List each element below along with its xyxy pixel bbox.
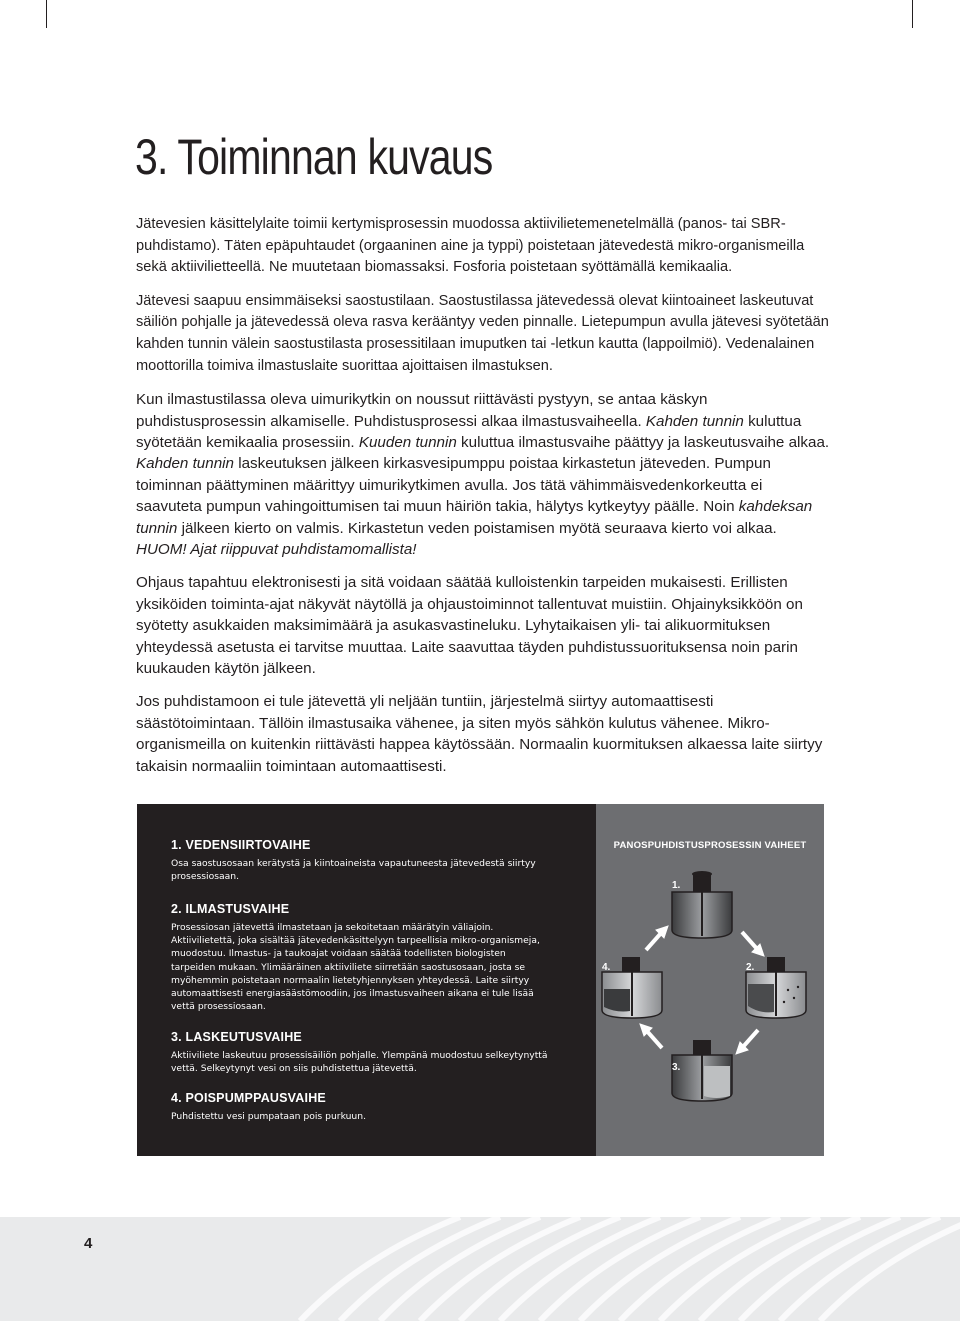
diagram-label-4: 4. xyxy=(602,962,611,973)
tank-icon-2 xyxy=(746,957,806,1018)
text-span: laskeutuksen jälkeen kirkasvesipumppu poistaa kirkastetun jäteveden. Pumpun toiminnan päättyminen määrittyy uimurikytkimen avulla. Jos tätä vähimmäisvedenkorkeutta ei saavuteta pumpun vahingoittumisen tai muun häiriön takia, hälytys kytkeytyy päälle. Noin xyxy=(136,455,771,516)
tank-icon-1 xyxy=(672,871,732,938)
phase-text: Aktiiviliete laskeutuu prosessisäiliön pohjalle. Ylempänä muodostuu selkeytynyttä vettä. Selkeytynyt vesi on siis puhdistettua jätevettä. xyxy=(171,1050,548,1075)
phase-1 xyxy=(171,838,551,883)
paragraph-saving-mode: Jos puhdistamoon ei tule jätevettä yli neljään tuntiin, järjestelmä siirtyy automaattisesti säästötoimintaan. Tällöin ilmastusaika vähenee, ja siten myös sähkön kulutus vähenee. Mikro-organismeilla on kuitenkin riittävästi happea käytössään. Normaalin kuormituksen alkaessa laite siirtyy takaisin normaaliin toimintaan automaattisesti. xyxy=(136,693,823,775)
body-text xyxy=(136,214,831,789)
page-number: 4 xyxy=(84,1235,93,1252)
tank-icon-3 xyxy=(672,1040,732,1101)
phase-text: Prosessiosan jätevettä ilmastetaan ja sekoitetaan määrätyin väliajoin. Aktiivilietettä, joka sisältää jätevedenkäsittelyyn tarpeellisia mikro-organismeja, muodostuu. Ilmastus- ja taukoajat voidaan säätää todellisten biologisten tarpeiden mukaan. Ylimääräinen aktiiviliete siirretään saostusosaan, josta se myöhemmin poistetaan normaalin lietetyhjennyksen yhteydessä. Laite siirtyy automaattisesti energiasäästömoodiin, jos ilmastusvaiheen aikana ei tule lisää vettä prosessiosaan. xyxy=(171,922,540,1013)
process-phases-box xyxy=(137,804,824,1156)
paragraph-saostus: Jätevesi saapuu ensimmäiseksi saostustilaan. Saostustilassa jätevedessä olevat kiintoaineet laskeutuvat säiliön pohjalle ja jätevedessä oleva rasva kerääntyy veden pinnalle. Lietepumpun avulla jätevesi syötetään kahden tunnin välein saostustilasta prosessitilaan imuputken tai -letkun kautta (lappoilmiö). Vedenalainen moottorilla toimiva ilmastuslaite suorittaa ajoittaisen ilmastuksen. xyxy=(136,292,829,374)
paragraph-intro: Jätevesien käsittelylaite toimii kertymisprosessin muodossa aktiivilietemenetelmällä (panos- tai SBR-puhdistamo). Täten epäpuhtaudet (orgaaninen aine ja typpi) poistetaan jätevedestä mikro-organismeilla sekä aktiivilietteellä. Ne muutetaan biomassaksi. Fosforia poistetaan syöttämällä kemikaalia. xyxy=(136,216,805,276)
text-span: Kun ilmastustilassa oleva uimurikytkin on noussut riittävästi pystyyn, se antaa käskyn puhdistusprosessin alkamiselle. Puhdistusprosessi alkaa ilmastusvaiheella. xyxy=(136,391,708,430)
diagram-title: PANOSPUHDISTUSPROSESSIN VAIHEET xyxy=(613,840,807,851)
italic-span: Kahden tunnin xyxy=(136,455,234,473)
paragraph-control: Ohjaus tapahtuu elektronisesti ja sitä voidaan säätää kulloistenkin tarpeiden mukaisesti. Erillisten yksiköiden toiminta-ajat näkyvät näytöllä ja ohjaustoiminnot tallentuvat muistiin. Ohjainyksikköön on syötetty asukkaiden maksimimäärä ja asukasvastineluku. Lyhytaikaisen yli- tai alikuormituksen yhteydessä asetusta ei tarvitse muuttaa. Laite saavuttaa täyden puhdistussuorituksensa noin parin kuukauden käytön jälkeen. xyxy=(136,574,803,678)
phase-3 xyxy=(171,1030,551,1075)
crop-mark xyxy=(46,0,47,28)
italic-span: Kahden tunnin xyxy=(645,412,744,430)
tank-icon-4 xyxy=(602,957,662,1018)
text-span: jälkeen kierto on valmis. Kirkastetun veden poistamisen myötä seuraava kierto voi alkaa. xyxy=(177,519,777,537)
footer-pattern xyxy=(0,1217,960,1321)
text-span: kuluttua syötetään kemikaalia prosessiin. xyxy=(136,412,802,451)
italic-span: Kuuden tunnin xyxy=(358,433,457,451)
footer-band xyxy=(0,1217,960,1321)
italic-span: kahdeksan tunnin xyxy=(136,498,813,537)
phase-title: 3. LASKEUTUSVAIHE xyxy=(171,1030,302,1044)
phase-title: 2. ILMASTUSVAIHE xyxy=(171,902,290,916)
process-cycle-diagram xyxy=(596,804,824,1156)
italic-span: HUOM! Ajat riippuvat puhdistamomallista! xyxy=(136,541,417,558)
page-title: 3. Toiminnan kuvaus xyxy=(135,129,493,185)
diagram-panel xyxy=(596,804,824,1156)
text-span: kuluttua ilmastusvaihe päättyy ja laskeutusvaihe alkaa. xyxy=(456,433,830,451)
phase-title: 1. VEDENSIIRTOVAIHE xyxy=(171,838,311,852)
phase-2 xyxy=(171,902,551,1013)
paragraph-process xyxy=(136,389,831,560)
phase-text: Puhdistettu vesi pumpataan pois purkuun. xyxy=(171,1111,366,1122)
diagram-label-3: 3. xyxy=(672,1062,681,1073)
diagram-label-1: 1. xyxy=(672,880,681,891)
phase-title: 4. POISPUMPPAUSVAIHE xyxy=(171,1091,326,1105)
diagram-label-2: 2. xyxy=(746,962,755,973)
phase-4 xyxy=(171,1091,551,1123)
crop-mark xyxy=(912,0,913,28)
phase-text: Osa saostusosaan kerätystä ja kiintoaineista vapautuneesta jätevedestä siirtyy prosessiosaan. xyxy=(171,858,536,883)
